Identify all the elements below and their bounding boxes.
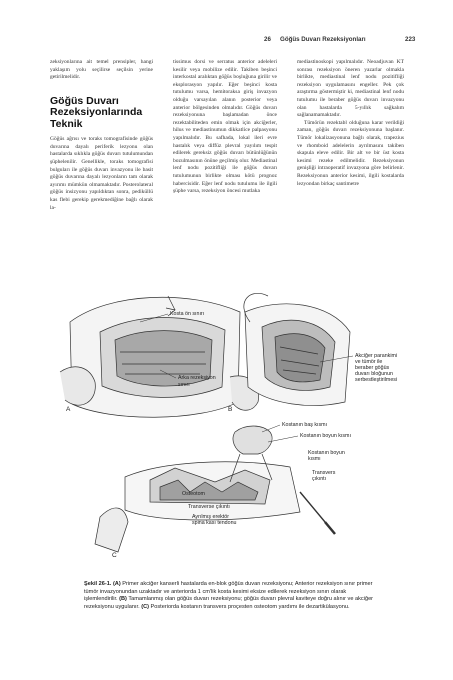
panel-b-label: ve tümör ile <box>355 359 383 365</box>
panel-c-illustration <box>95 426 335 552</box>
caption-part-a: Primer akciğer kanserli hastalarda en-blok göğüs duvarı rezeksiyonu; Anterior rezeksiyon sınır primer tümör invazyonundan uzaktadır ve anteriorda 1 cm'lik kosta kesimi eksize edilerek rezeksiyon sınırı olarak işlemlendirilir. <box>84 581 373 603</box>
panel-b-label: beraber göğüs <box>355 365 390 371</box>
panel-c-label: Transvers <box>312 470 336 476</box>
text-column-2 <box>173 59 277 196</box>
panel-c-label: Kostanın boyun kısmı <box>300 433 351 439</box>
text-column-1 <box>50 59 153 212</box>
panel-c-label: Osteotom <box>182 491 205 497</box>
surgical-figure <box>0 282 453 582</box>
panel-b-letter: B <box>228 406 233 413</box>
paragraph: Tümörün rezektabl olduğuna karar verildiği zaman, göğüs duvarı rezeksiyonuna başlanır. Tümör lokalizasyonuna bağlı olarak, trapezius ve rhomboid adelelerin ayrılmasını takiben skapula eleve edilir. Bir alt ve bir üst kosta kesimi rezeke edilmelidir. Rezeksiyonun genişliği intraoperatif invazyona göre belirlenir. Rezeksiyonun anterior kesimi, ilgili kostalarda lezyondan birkaç santimetre <box>297 119 404 187</box>
paragraph: zeksiyonlarına ait temel prensipler, hangi yaklaşım yolu seçilirse seçilsin yerine getirilmelidir. <box>50 59 153 81</box>
panel-a-label: Arka rezeksiyon <box>178 375 216 381</box>
section-heading: Göğüs Duvarı Rezeksiyonlarında Teknik <box>50 94 143 130</box>
chapter-title: Göğüs Duvarı Rezeksiyonları <box>280 36 366 43</box>
paragraph: tissimus dorsi ve serratus anterior adeleleri kesilir veya mobilize edilir. Takiben beşinci interkostal aralıktan göğüs boşluğuna girilir ve eksplorasyon yapılır. Eğer beşinci kosta tutulumu varsa, hemitoraksa giriş invazyon olduğu varsayılan alanın posterior veya anterior bölgesinden olmalıdır. Göğüs duvarı rezeksiyonuna başlamadan önce rezektabiliteden emin olmak için akciğerler, hilus ve mediastinumun dikkatlice palpasyonu yapılmalıdır. Bu safhada, lokal ileri evre hastalık veya diffüz plevral yayılım tespit edilerek gereksiz göğüs duvarı bütünlüğünün bozulmasının önüne geçilmiş olur. Mediastinal lenf nodu pozitifliği ile göğüs duvarı tutulumunun birlikte olması kötü prognoz habercisidir. Eğer lenf nodu tutulumu ile ilgili şüphe varsa, rezeksiyon öncesi mutlaka <box>173 59 277 195</box>
text-column-3 <box>297 59 404 188</box>
page-number: 223 <box>405 36 416 43</box>
caption-marker-b: (B) <box>119 596 127 603</box>
paragraph: mediastinoskopi yapılmalıdır. Neoadjuvan KT sonrası rezeksiyon öneren yazarlar olmakla birlikte, mediastinal lenf nodu pozitifliği rezeksiyon uygulamasını engeller. Pek çok araştırma göstermiştir ki, mediastinal lenf nodu tutulumu ile beraber göğüs duvarı invazyonu olan hastalarda 5-yıllık sağkalım sağlanamamaktadır. <box>297 59 404 119</box>
panel-a-letter: A <box>66 406 71 413</box>
panel-b-illustration <box>244 293 350 405</box>
caption-marker-a: (A) <box>112 581 121 587</box>
panel-c-letter: C <box>112 552 117 559</box>
caption-part-c: Posteriorda kostanın transvers proçesten osteotom yardımı ile dezartikülasyonu. <box>148 603 350 610</box>
panel-b-label: duvarı bloğunun <box>355 371 393 377</box>
caption-part-b: Tamamlanmış olan göğüs duvarı rezeksiyonu; göğüs duvarı plevral kaviteye doğru alınır ve akciğer rezeksiyonu uygulanır. <box>84 596 374 610</box>
panel-c-label: spina kası tendonu <box>192 520 237 526</box>
caption-marker-c: (C) <box>141 603 149 610</box>
chapter-number: 26 <box>264 36 271 43</box>
panel-c-label: çıkıntı <box>312 476 327 482</box>
page-header <box>0 0 453 52</box>
panel-c-label: Kostanın baş kısmı <box>282 422 328 428</box>
panel-b-label: serbestleştirilmesi <box>355 377 398 383</box>
panel-a-label: Kosta ön sınırı <box>170 311 205 317</box>
panel-a-illustration <box>60 296 259 417</box>
panel-c-label: Ayrılmış erektör <box>192 514 229 520</box>
panel-c-label: Kostanın boyun <box>308 450 345 456</box>
panel-a-label: sınırı <box>178 382 190 388</box>
caption-label: Şekil 26-1. <box>84 581 112 587</box>
panel-c-label: kısmı <box>308 456 321 462</box>
panel-c-label: Transverse çıkıntı <box>188 504 230 510</box>
panel-b-label: Akciğer parankimi <box>355 353 398 359</box>
figure-caption <box>84 581 381 611</box>
paragraph: Göğüs ağrısı ve toraks tomografisinde göğüs duvarına dayalı periferik lezyonu olan hastalarda sıklıkla göğüs duvarı tutulumundan şüphelenilir. Genellikle, toraks tomografisi bulguları ile göğüs duvarı invazyonu ile basit göğüs duvarına dayalı lezyonların tam olarak ayırımı mümkün olmamaktadır. Posterolateral göğüs insizyonu yapıldıktan sonra, pediküllü kas flebi gerekip gerekmediğine bağlı olarak la- <box>50 136 153 211</box>
